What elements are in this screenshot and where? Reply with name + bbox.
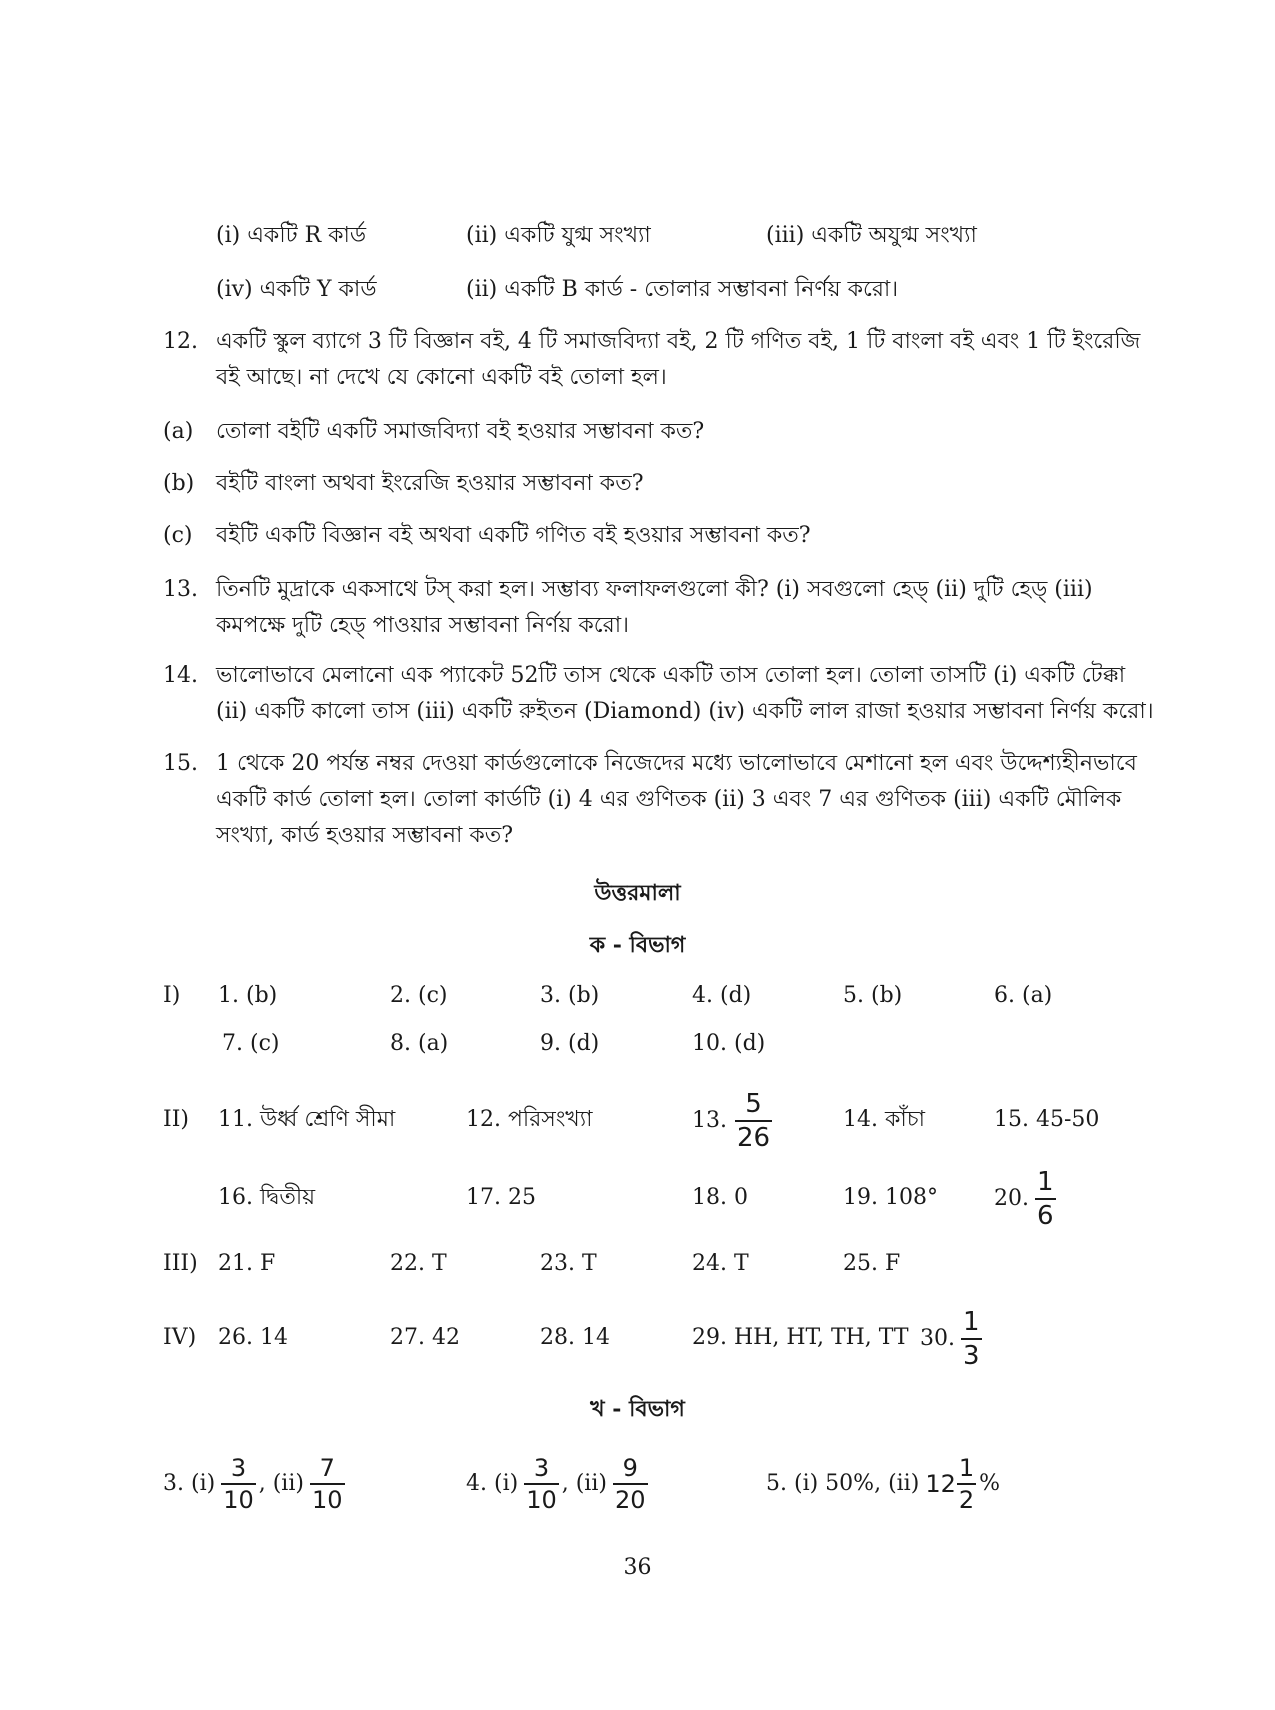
fraction-numerator: 1 xyxy=(1037,1167,1054,1197)
answer-item: 29. HH, HT, TH, TT xyxy=(692,1325,909,1350)
answer-item: 4. (d) xyxy=(692,983,752,1008)
fraction-denominator: 6 xyxy=(1035,1198,1056,1230)
answer-prefix: 30. xyxy=(920,1326,955,1351)
kha-answer-3 xyxy=(163,1452,348,1516)
percent-sign: % xyxy=(979,1471,1001,1496)
answer-prefix: 20. xyxy=(994,1186,1029,1211)
fraction-denominator: 26 xyxy=(735,1120,772,1152)
answer-prefix: 13. xyxy=(692,1108,727,1133)
answer-group-label: III) xyxy=(163,1251,198,1276)
question-number: 13. xyxy=(163,577,198,602)
answer-item: 2. (c) xyxy=(390,983,448,1008)
question-12-text: একটি স্কুল ব্যাগে 3 টি বিজ্ঞান বই, 4 টি সমাজবিদ্যা বই, 2 টি গণিত বই, 1 টি বাংলা বই এবং 1 টি ইংরেজি বই আছে। না দেখে যে কোনো একটি বই তোলা হল। xyxy=(216,329,1141,390)
option-even-number: (ii) একটি যুগ্ম সংখ্যা xyxy=(466,223,651,248)
fraction-denominator: 10 xyxy=(310,1483,345,1513)
kha-answer-5 xyxy=(766,1452,1000,1516)
fraction xyxy=(613,1455,648,1513)
fraction xyxy=(735,1090,772,1152)
answer-item: 22. T xyxy=(390,1251,447,1276)
answer-separator: , (ii) xyxy=(258,1471,304,1496)
answer-item: 28. 14 xyxy=(540,1325,610,1350)
answer-prefix: 4. (i) xyxy=(466,1471,519,1496)
answers-title: উত্তরমালা xyxy=(594,880,681,906)
fraction-denominator: 10 xyxy=(524,1483,559,1513)
answer-item: 9. (d) xyxy=(540,1031,600,1056)
answer-prefix: 5. (i) 50%, (ii) xyxy=(766,1471,920,1496)
answer-item: 14. কাঁচা xyxy=(843,1107,926,1132)
fraction-denominator: 10 xyxy=(221,1483,256,1513)
fraction-numerator: 3 xyxy=(230,1454,247,1482)
part-text: তোলা বইটি একটি সমাজবিদ্যা বই হওয়ার সম্ভাবনা কত? xyxy=(216,419,705,444)
fraction-numerator: 3 xyxy=(533,1454,550,1482)
part-label: (a) xyxy=(163,419,194,444)
fraction-numerator: 7 xyxy=(319,1454,335,1482)
question-number: 14. xyxy=(163,663,198,688)
fraction xyxy=(524,1455,559,1513)
answer-item: 11. উর্ধ্ব শ্রেণি সীমা xyxy=(218,1107,396,1132)
fraction-numerator: 1 xyxy=(963,1307,980,1337)
answer-item: 15. 45-50 xyxy=(994,1107,1100,1132)
answer-item-30 xyxy=(920,1308,985,1370)
answer-item: 21. F xyxy=(218,1251,276,1276)
fraction-denominator: 2 xyxy=(957,1483,976,1513)
answer-item: 3. (b) xyxy=(540,983,600,1008)
answer-item: 24. T xyxy=(692,1251,749,1276)
fraction xyxy=(957,1455,976,1513)
part-text: বইটি বাংলা অথবা ইংরেজি হওয়ার সম্ভাবনা কত? xyxy=(216,471,644,496)
answer-item: 1. (b) xyxy=(218,983,278,1008)
section-ka-heading: ক - বিভাগ xyxy=(589,932,686,958)
answer-item: 18. 0 xyxy=(692,1185,748,1210)
answer-group-label: I) xyxy=(163,983,181,1008)
fraction-numerator: 5 xyxy=(745,1089,762,1119)
fraction xyxy=(310,1455,345,1513)
answer-item: 19. 108° xyxy=(843,1185,938,1210)
mixed-whole: 12 xyxy=(925,1470,956,1498)
answer-prefix: 3. (i) xyxy=(163,1471,216,1496)
answer-group-label: II) xyxy=(163,1107,189,1132)
answer-item: 6. (a) xyxy=(994,983,1053,1008)
fraction-numerator: 1 xyxy=(958,1454,975,1482)
answer-separator: , (ii) xyxy=(561,1471,607,1496)
part-label: (b) xyxy=(163,471,195,496)
fraction-denominator: 3 xyxy=(961,1338,982,1370)
answer-item: 12. পরিসংখ্যা xyxy=(466,1107,593,1132)
question-number: 15. xyxy=(163,751,198,776)
question-14-text: ভালোভাবে মেলানো এক প্যাকেট 52টি তাস থেকে একটি তাস তোলা হল। তোলা তাসটি (i) একটি টেক্কা (ii) একটি কালো তাস (iii) একটি রুইতন (Diamond) (iv) একটি লাল রাজা হওয়ার সম্ভাবনা নির্ণয় করো। xyxy=(216,663,1154,724)
answer-item: 5. (b) xyxy=(843,983,903,1008)
fraction-numerator: 9 xyxy=(622,1454,638,1482)
kha-answer-4 xyxy=(466,1452,651,1516)
option-b-card: (ii) একটি B কার্ড - তোলার সম্ভাবনা নির্ণয় করো। xyxy=(466,277,899,302)
question-13-text: তিনটি মুদ্রাকে একসাথে টস্ করা হল। সম্ভাব্য ফলাফলগুলো কী? (i) সবগুলো হেড্ (ii) দুটি হেড্ (iii) কমপক্ষে দুটি হেড্ পাওয়ার সম্ভাবনা নির্ণয় করো। xyxy=(216,577,1093,638)
answer-item: 8. (a) xyxy=(390,1031,449,1056)
answer-item: 17. 25 xyxy=(466,1185,536,1210)
answer-item-20 xyxy=(994,1168,1059,1230)
option-odd-number: (iii) একটি অযুগ্ম সংখ্যা xyxy=(766,223,977,248)
answer-item: 10. (d) xyxy=(692,1031,766,1056)
part-label: (c) xyxy=(163,523,193,548)
fraction-denominator: 20 xyxy=(613,1483,648,1513)
answer-item: 16. দ্বিতীয় xyxy=(218,1185,316,1210)
section-kha-heading: খ - বিভাগ xyxy=(590,1396,685,1422)
fraction xyxy=(221,1455,256,1513)
fraction xyxy=(1035,1168,1056,1230)
page-number: 36 xyxy=(623,1555,652,1580)
part-text: বইটি একটি বিজ্ঞান বই অথবা একটি গণিত বই হওয়ার সম্ভাবনা কত? xyxy=(216,523,811,548)
option-y-card: (iv) একটি Y কার্ড xyxy=(216,277,377,302)
answer-item: 23. T xyxy=(540,1251,597,1276)
answer-item: 7. (c) xyxy=(222,1031,280,1056)
answer-item: 27. 42 xyxy=(390,1325,460,1350)
answer-item-13 xyxy=(692,1090,775,1152)
option-r-card: (i) একটি R কার্ড xyxy=(216,223,367,248)
fraction xyxy=(961,1308,982,1370)
question-15-text: 1 থেকে 20 পর্যন্ত নম্বর দেওয়া কার্ডগুলোকে নিজেদের মধ্যে ভালোভাবে মেশানো হল এবং উদ্দেশ্যহীনভাবে একটি কার্ড তোলা হল। তোলা কার্ডটি (i) 4 এর গুণিতক (ii) 3 এবং 7 এর গুণিতক (iii) একটি মৌলিক সংখ্যা, কার্ড হওয়ার সম্ভাবনা কত? xyxy=(216,751,1137,848)
answer-item: 26. 14 xyxy=(218,1325,288,1350)
question-number: 12. xyxy=(163,329,198,354)
answer-group-label: IV) xyxy=(163,1325,197,1350)
answer-item: 25. F xyxy=(843,1251,901,1276)
